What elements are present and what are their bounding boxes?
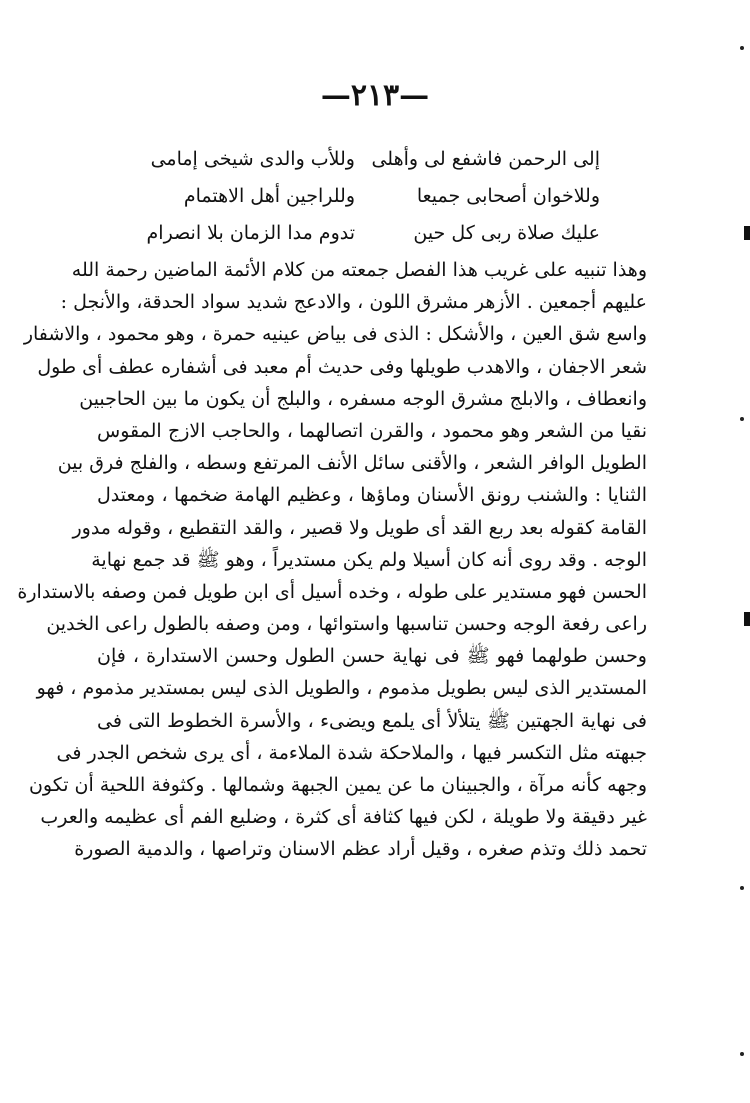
verse-first-hemistich: عليك صلاة ربى كل حين — [413, 221, 600, 244]
margin-dot — [740, 417, 744, 421]
text-line: واسع شق العين ، والأشكل : الذى فى بياض عينيه حمرة ، وهو محمود ، والاشفار — [23, 323, 647, 346]
text-line: عليهم أجمعين . الأزهر مشرق اللون ، والادعج شديد سواد الحدقة، والأنجل : — [60, 291, 647, 314]
verse-second-hemistich: تدوم مدا الزمان بلا انصرام — [146, 221, 355, 244]
page-number: —٢١٣— — [320, 78, 430, 113]
text-line: المستدير الذى ليس بطويل مذموم ، والطويل الذى ليس بمستدير مذموم ، فهو — [36, 677, 647, 700]
text-line: غير دقيقة ولا طويلة ، لكن فيها كثافة أى كثرة ، وضليع الفم أى عظيمه والعرب — [40, 806, 647, 829]
verse-second-hemistich: وللراجين أهل الاهتمام — [183, 184, 355, 207]
verse-first-hemistich: وللاخوان أصحابى جميعا — [416, 184, 600, 207]
verse — [150, 140, 600, 177]
margin-dot — [740, 1052, 744, 1056]
text-line: الثنايا : والشنب رونق الأسنان وماؤها ، وعظيم الهامة ضخمها ، ومعتدل — [97, 484, 647, 507]
text-line: القامة كقوله بعد ربع القد أى طويل ولا قصير ، والقد التقطيع ، وقوله مدور — [72, 516, 647, 539]
verse — [146, 214, 600, 251]
text-line: وانعطاف ، والابلج مشرق الوجه مسفره ، والبلج أن يكون ما بين الحاجبين — [79, 387, 647, 410]
edge-mark — [744, 612, 750, 626]
text-line: الحسن فهو مستدير على طوله ، وخده أسيل أى ابن طويل فمن وصفه بالاستدارة — [17, 580, 647, 603]
text-line: وهذا تنبيه على غريب هذا الفصل جمعته من كلام الأئمة الماضين رحمة الله — [71, 259, 647, 281]
text-line: تحمد ذلك وتذم صغره ، وقيل أراد عظم الاسنان وتراصها ، والدمية الصورة — [74, 838, 647, 861]
text-line: وجهه كأنه مرآة ، والجبينان ما عن يمين الجبهة وشمالها . وكثوفة اللحية أن تكون — [28, 774, 647, 796]
text-line: نقيا من الشعر وهو محمود ، والقرن اتصالهما ، والحاجب الازج المقوس — [97, 419, 647, 442]
edge-mark — [744, 226, 750, 240]
prose-block — [17, 254, 647, 866]
margin-dot — [740, 46, 744, 50]
verse-first-hemistich: إلى الرحمن فاشفع لى وأهلى — [371, 147, 600, 170]
text-line: وحسن طولهما فهو ﷺ فى نهاية حسن الطول وحسن الاستدارة ، فإن — [97, 645, 647, 668]
verse — [150, 177, 600, 214]
margin-dot — [740, 886, 744, 890]
text-line: جبهته مثل التكسر فيها ، والملاحكة شدة الملاءمة ، أى يرى شخص الجدر فى — [56, 741, 647, 764]
poem-block — [146, 140, 600, 251]
text-line: الطويل الوافر الشعر ، والأقنى سائل الأنف المرتفع وسطه ، والفلج فرق بين — [57, 452, 647, 475]
text-line: راعى رفعة الوجه وحسن تناسبها واستوائها ، ومن وصفه بالطول راعى الخدين — [46, 613, 647, 636]
verse-second-hemistich: وللأب والدى شيخى إمامى — [150, 147, 355, 170]
text-line: شعر الاجفان ، والاهدب طويلها وفى حديث أم معبد فى أشفاره عطف أى طول — [37, 355, 647, 378]
text-line: الوجه . وقد روى أنه كان أسيلا ولم يكن مستديراً ، وهو ﷺ قد جمع نهاية — [91, 548, 647, 571]
text-line: فى نهاية الجهتين ﷺ يتلألأ أى يلمع ويضىء ، والأسرة الخطوط التى فى — [97, 709, 647, 732]
